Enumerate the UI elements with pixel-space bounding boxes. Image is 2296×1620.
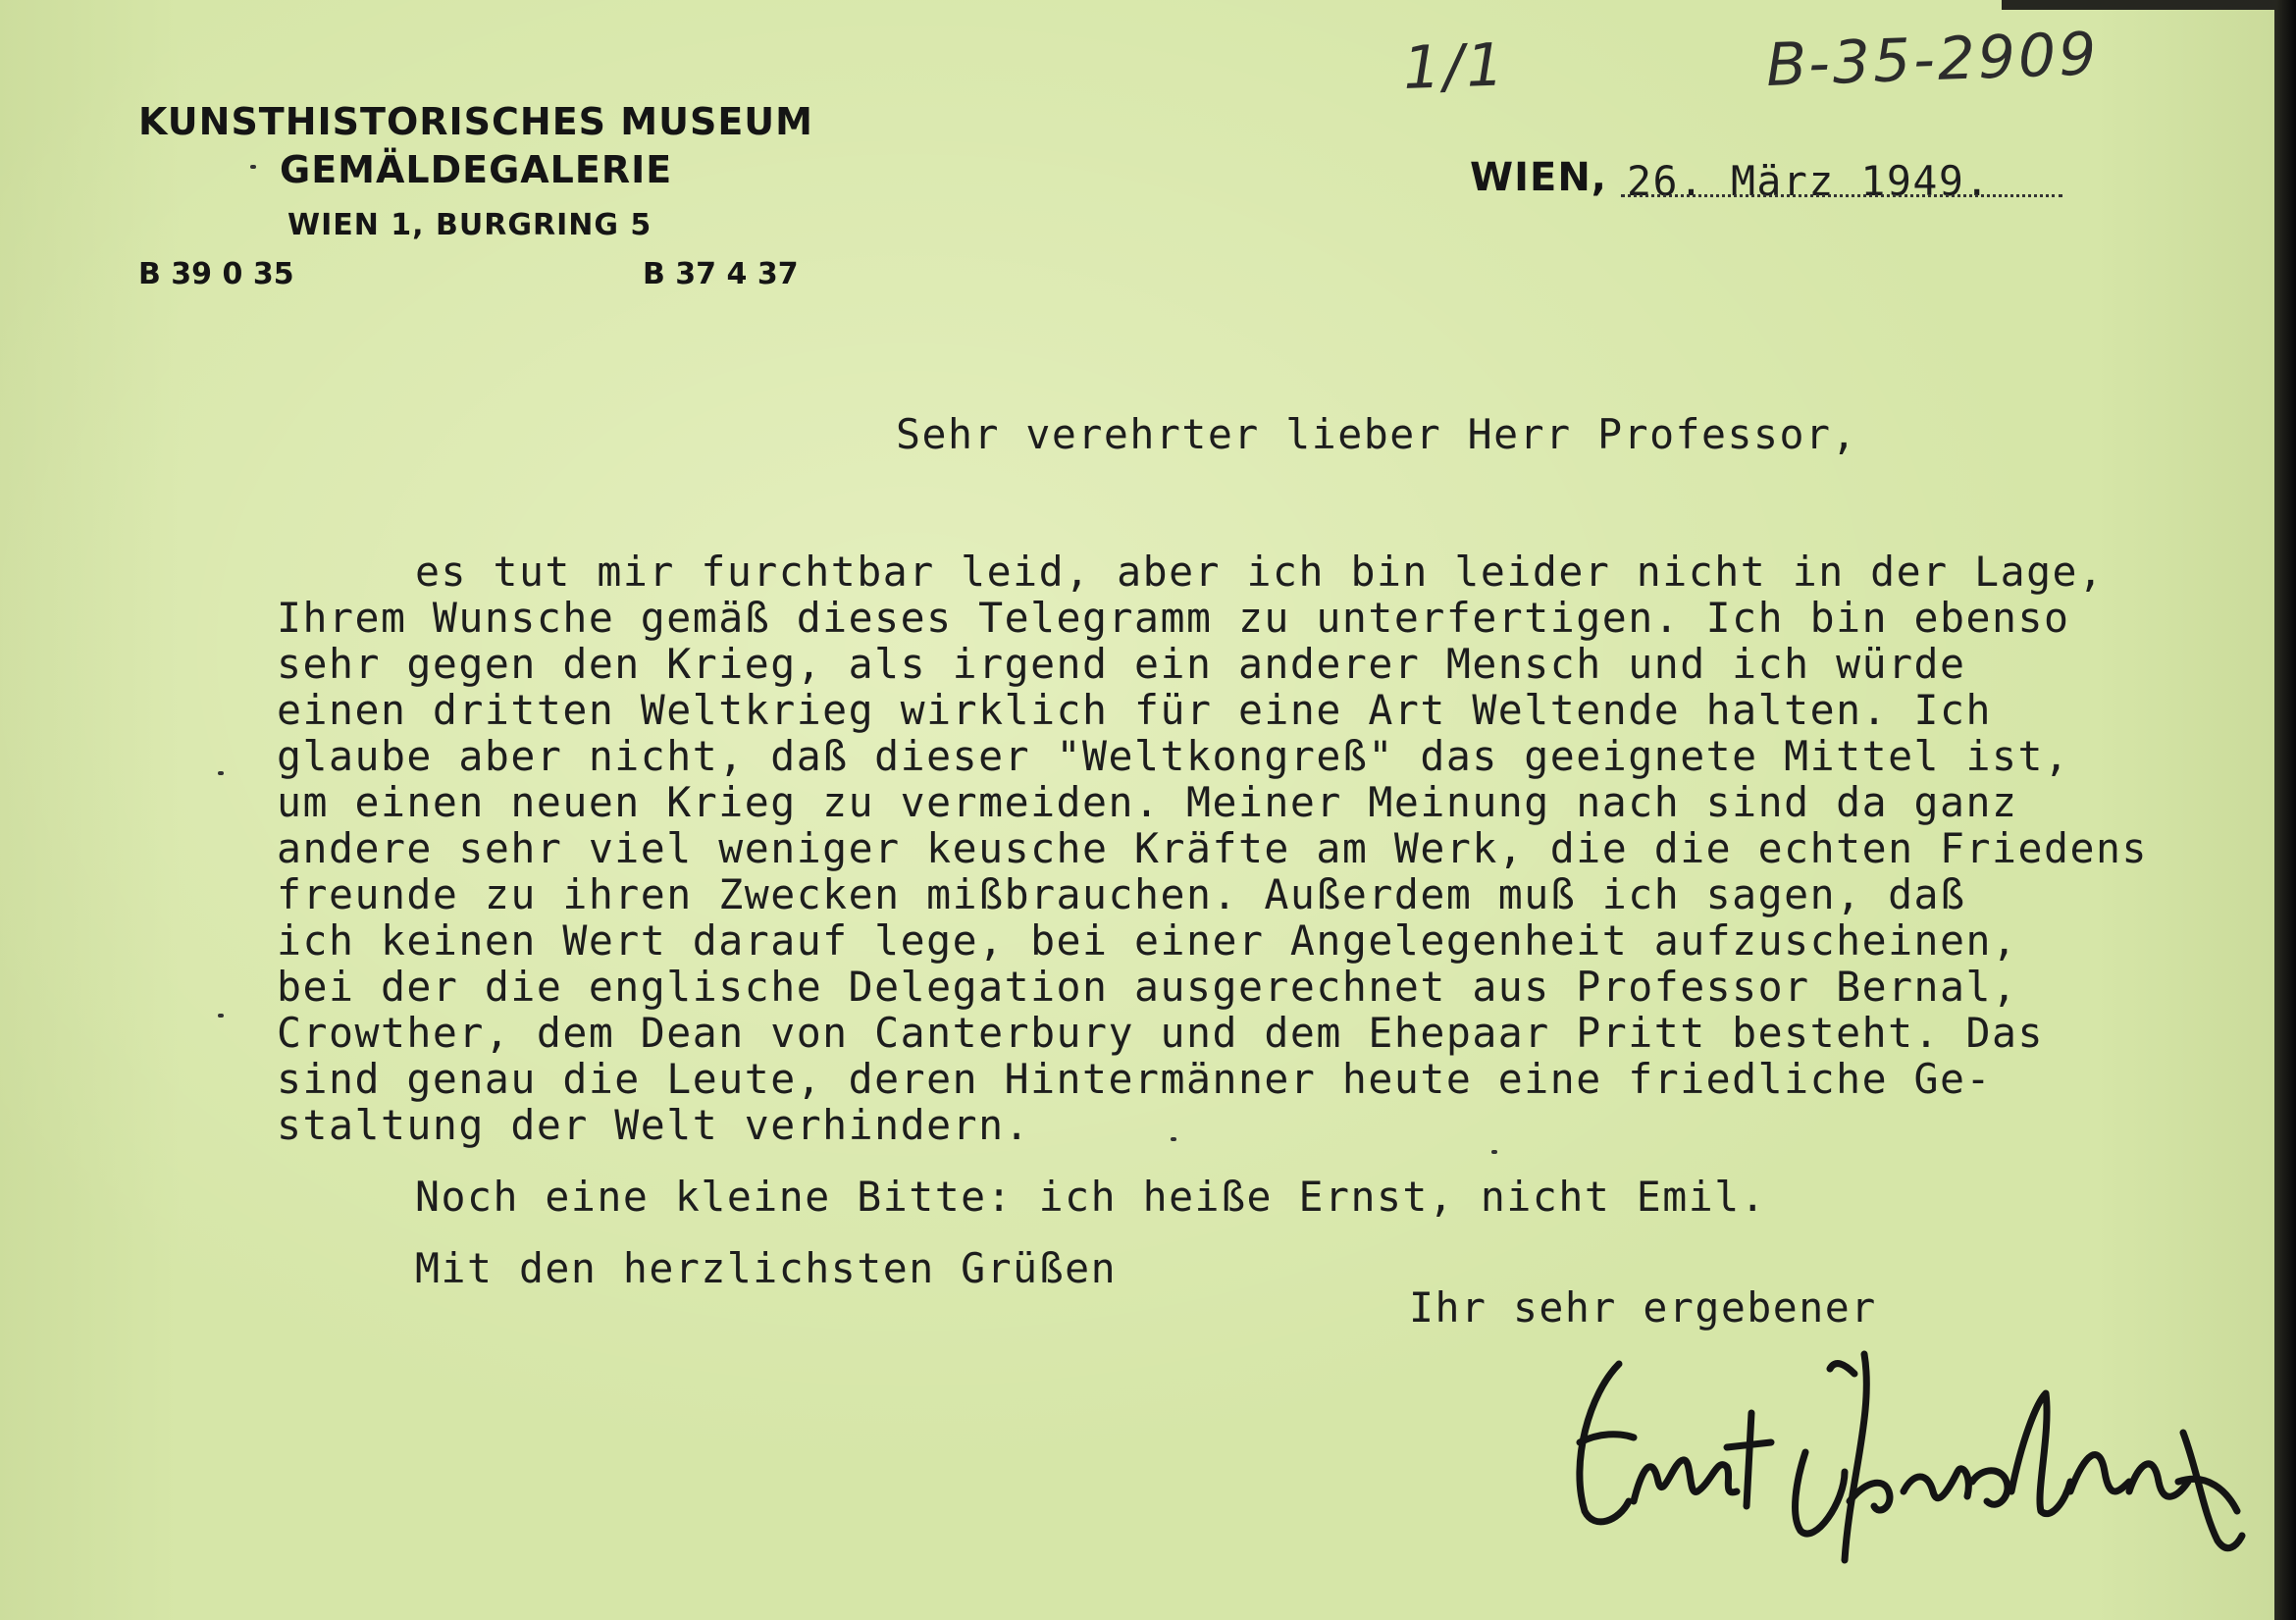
- postscript: Noch eine kleine Bitte: ich heiße Ernst, nicht Emil.: [415, 1173, 1767, 1221]
- body-line: staltung der Welt verhindern.: [277, 1101, 1031, 1149]
- body-line: freunde zu ihren Zwecken mißbrauchen. Außerdem muß ich sagen, daß: [277, 870, 1966, 918]
- date-dotted-line: [1621, 194, 2062, 197]
- stray-mark: [1171, 1137, 1176, 1141]
- body-line: einen dritten Weltkrieg wirklich für eine Art Weltende halten. Ich: [277, 686, 1993, 734]
- body-line: um einen neuen Krieg zu vermeiden. Meiner Meinung nach sind da ganz: [277, 778, 2018, 826]
- body-line: sehr gegen den Krieg, als irgend ein anderer Mensch und ich würde: [277, 640, 1966, 688]
- letterhead-museum: KUNSTHISTORISCHES MUSEUM: [138, 100, 813, 143]
- handwritten-signature: [1550, 1334, 2257, 1590]
- valediction: Ihr sehr ergebener: [1409, 1283, 1877, 1332]
- stray-mark: [1491, 1150, 1497, 1154]
- body-line: andere sehr viel weniger keusche Kräfte am Werk, die die echten Friedens: [277, 824, 2148, 872]
- body-line: es tut mir furchtbar leid, aber ich bin leider nicht in der Lage,: [415, 548, 2105, 596]
- letterhead-phone-right: B 37 4 37: [643, 257, 799, 291]
- archive-folio-mark: 1/1: [1401, 30, 1508, 103]
- closing: Mit den herzlichsten Grüßen: [415, 1244, 1118, 1292]
- dateline-place: WIEN,: [1470, 155, 1607, 200]
- scan-edge-right: [2274, 0, 2296, 1620]
- salutation: Sehr verehrter lieber Herr Professor,: [896, 410, 1857, 458]
- stray-mark: [218, 771, 224, 775]
- body-line: bei der die englische Delegation ausgerechnet aus Professor Bernal,: [277, 963, 2018, 1011]
- stray-mark: [218, 1014, 224, 1018]
- letterhead-department: GEMÄLDEGALERIE: [280, 148, 673, 191]
- scan-edge-top: [2002, 0, 2276, 10]
- dateline-date: 26. März 1949.: [1627, 157, 1991, 205]
- body-line: glaube aber nicht, daß dieser "Weltkongreß" das geeignete Mittel ist,: [277, 732, 2070, 780]
- body-line: ich keinen Wert darauf lege, bei einer Angelegenheit aufzuscheinen,: [277, 916, 2018, 965]
- letterhead-address: WIEN 1, BURGRING 5: [287, 208, 652, 242]
- body-line: sind genau die Leute, deren Hintermänner heute eine friedliche Ge-: [277, 1055, 1993, 1103]
- letterhead-phone-left: B 39 0 35: [138, 257, 294, 291]
- stray-mark: [250, 165, 256, 169]
- body-line: Crowther, dem Dean von Canterbury und dem Ehepaar Pritt besteht. Das: [277, 1009, 2044, 1057]
- archive-reference-mark: B-35-2909: [1764, 20, 2101, 100]
- body-line: Ihrem Wunsche gemäß dieses Telegramm zu unterfertigen. Ich bin ebenso: [277, 594, 2070, 642]
